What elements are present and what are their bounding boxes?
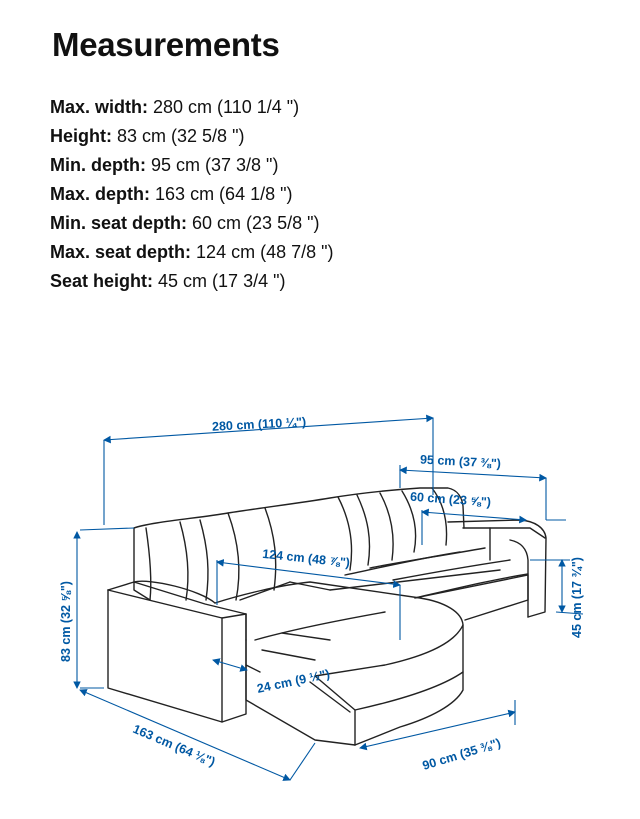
spec-label: Height: xyxy=(50,126,112,146)
spec-value: 124 cm (48 7/8 ") xyxy=(196,242,334,262)
spec-value: 83 cm (32 5/8 ") xyxy=(117,126,245,146)
sofa-dimension-diagram xyxy=(0,395,640,819)
dimension-lines xyxy=(77,418,583,780)
dim-max-depth-label: 163 cm (64 ⅛") xyxy=(130,721,218,770)
spec-label: Min. depth: xyxy=(50,155,146,175)
dim-chaise-width-label: 90 cm (35 ⅜") xyxy=(420,735,503,773)
spec-label: Min. seat depth: xyxy=(50,213,188,233)
spec-max-seat-depth xyxy=(50,238,334,267)
spec-label: Max. width: xyxy=(50,97,148,117)
measurements-list xyxy=(50,93,334,296)
dim-height-label: 83 cm (32 ⅝") xyxy=(59,581,73,662)
spec-label: Seat height: xyxy=(50,271,154,291)
spec-label: Max. depth: xyxy=(50,184,151,204)
spec-value: 60 cm (23 5/8 ") xyxy=(192,213,320,233)
spec-value: 95 cm (37 3/8 ") xyxy=(151,155,279,175)
spec-seat-height xyxy=(50,267,334,296)
dim-width-label: 280 cm (110 ¼") xyxy=(211,414,307,434)
spec-max-depth xyxy=(50,180,334,209)
spec-height xyxy=(50,122,334,151)
dim-armrest-label: 24 cm (9 ½") xyxy=(255,666,332,696)
spec-min-depth xyxy=(50,151,334,180)
spec-min-seat-depth xyxy=(50,209,334,238)
dim-depth-label: 95 cm (37 ⅜") xyxy=(419,452,502,471)
spec-value: 163 cm (64 1/8 ") xyxy=(155,184,293,204)
sofa-illustration xyxy=(108,488,546,745)
spec-value: 280 cm (110 1/4 ") xyxy=(153,97,300,117)
spec-max-width xyxy=(50,93,334,122)
dim-max-seat-depth-label: 124 cm (48 ⅞") xyxy=(261,546,351,570)
dim-seat-height-label: 45 cm (17 ¾") xyxy=(570,557,584,638)
spec-label: Max. seat depth: xyxy=(50,242,192,262)
dim-min-seat-depth-label: 60 cm (23 ⅝") xyxy=(409,489,492,510)
page-title: Measurements xyxy=(52,26,280,63)
spec-value: 45 cm (17 3/4 ") xyxy=(158,271,286,291)
